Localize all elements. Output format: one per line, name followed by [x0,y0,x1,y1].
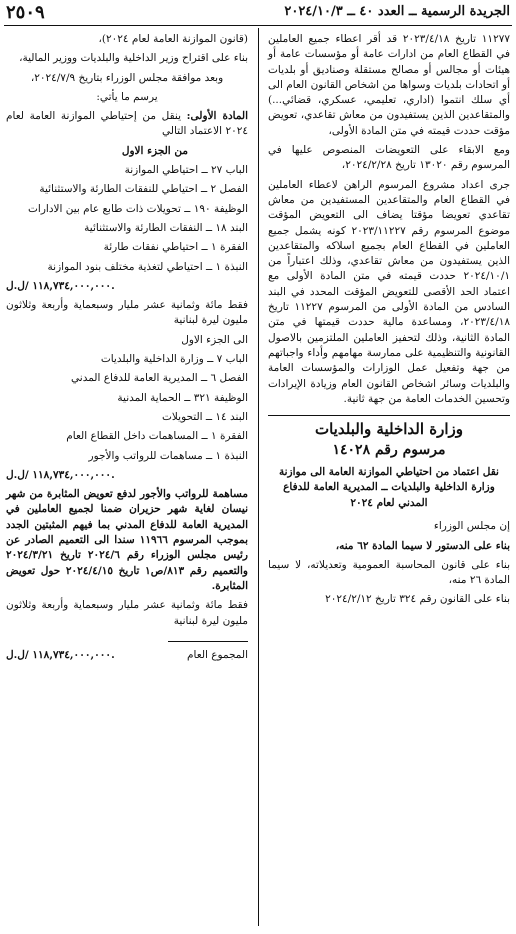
decree-title: نقل اعتماد من احتياطي الموازنة العامة الى موازنة وزارة الداخلية والبلديات ــ المديرية العامة للدفاع المدني لعام ٢٠٢٤ [279,465,499,509]
paragraph: ١١٢٧٧ تاريخ ٢٠٢٣/٤/١٨ قد أقر اعطاء جميع العاملين في القطاع العام من ادارات عامة أو مؤسسات عامة أو هيئات أو مجالس أو مصالح مستقلة وصناديق أو بلديات أو اتحادات بلديات وسواها من اشخاص القانون العام الى أي سلك انتموا (اداري، تعليمي، عسكري، قضائي...) والمتقاعدين الذين يستفيدون من معاش تقاعدي، تعويض مؤقت حددت قيمته في متن المادة الأولى، [268,33,510,137]
decrees-line: يرسم ما يأتي: [96,90,158,103]
page-number: ٢٥٠٩ [6,2,45,23]
intro-line: وبعد موافقة مجلس الوزراء بتاريخ ٢٠٢٤/٧/٩، [30,71,224,84]
grand-total-label: المجموع العام [187,648,248,661]
ministry-heading: وزارة الداخلية والبلديات [314,420,463,439]
paragraph: جرى اعداد مشروع المرسوم الراهن لاعطاء العاملين في القطاع العام والمتقاعدين المستفيدين من معاش تقاعدي تعويضا مؤقتا يضاف الى التعويض المؤقت موضوع المرسوم رقم ٢٠٢٣/١١٢٢٧ كونه يشمل جميع العاملين في القطاع العام بجميع اسلاكه والمتقاعدين الذين يستفيدون من معاش تقاعدي، وذلك اعتباراً من ٢٠٢٤/١٠/١ حددت قيمته في متن المادة الأولى مع اعتماد الحد الأقصى للتعويض المؤقت المحدد في البند السادس من المادة الأولى من المرسوم ١١٢٢٧ تاريخ ٢٠٢٣/٤/١٨، ومساعدة مالية حددت قيمتها في متن المادة الثانية، وذلك لتحفيز العاملين الملتزمين بالاصول القانونية والتنظيمية على ممارسة مهامهم وأداء واجباتهم من جهة وتفعيل عمل الوزارات والمؤسسات العامة والبلديات وسائر اشخاص القانون العام وزيادة الإيرادات وتحسين الخدمات العامة من جهة ثانية. [268,178,510,405]
amount-in-words: فقط مائة وثمانية عشر مليار وسبعماية وأربعة وثلاثون مليون ليرة لبنانية [6,299,248,327]
amount-in-words: فقط مائة وثمانية عشر مليار وسبعماية وأربعة وثلاثون مليون ليرة لبنانية [6,599,248,627]
budget-line: النبذة ١ ــ احتياطي لتغذية مختلف بنود الموازنة [47,260,248,273]
to-part-heading: الى الجزء الاول [181,333,248,346]
gazette-title: الجريدة الرسمية ــ العدد ٤٠ ــ ٢٠٢٤/١٠/٣ [284,4,510,19]
grand-total-amount: ١١٨,٧٣٤,٠٠٠,٠٠٠ /ل.ل. [6,648,115,661]
paragraph: ومع الابقاء على التعويضات المنصوص عليها في المرسوم رقم ١٣٠٢٠ تاريخ ٢٠٢٤/٢/٢٨، [268,144,510,172]
contribution-note: مساهمة للرواتب والأجور لدفع تعويض المثابرة من شهر نيسان لغاية شهر حزيران ضمنا لجميع العاملين في المديرية العامة للدفاع المدني بما فيهم المثبتين الجدد بموجب المرسوم ١١٩٦٦ سندا الى التعميم الصادر عن رئيس مجلس الوزراء رقم ٢٠٢٤/٦ تاريخ ٢٠٢٤/٣/٢١ والتعميم رقم ٨١٣/ص١ تاريخ ٢٠٢٤/٤/١٥ حول تعويض المثابرة. [6,488,249,592]
left-column [6,32,248,666]
from-part-heading: من الجزء الاول [121,144,188,157]
budget-line: الفصل ٢ ــ احتياطي للنفقات الطارئة والاستثنائية [39,183,248,196]
budget-line: البند ١٤ ــ التحويلات [162,410,248,423]
total-rule [168,641,248,642]
header-rule [4,25,512,26]
grand-total-row [6,648,248,663]
based-on-accounting-law: بناء على قانون المحاسبة العمومية وتعديلاته، لا سيما المادة ٢٦ منه، [268,558,510,587]
budget-line: الوظيفة ١٩٠ ــ تحويلات ذات طابع عام بين الادارات [28,202,248,215]
page-header [0,0,516,28]
decree-number: مرسوم رقم ١٤٠٢٨ [332,442,446,459]
budget-line: البند ١٨ ــ النفقات الطارئة والاستثنائية [84,221,248,234]
from-amount: ١١٨,٧٣٤,٠٠٠,٠٠٠ /ل.ل. [6,279,115,292]
intro-line: بناء على اقتراح وزير الداخلية والبلديات ووزير المالية، [19,52,248,65]
council-line: إن مجلس الوزراء [433,520,510,533]
to-amount: ١١٨,٧٣٤,٠٠٠,٠٠٠ /ل.ل. [6,468,115,481]
based-on-constitution: بناء على الدستور لا سيما المادة ٦٢ منه، [335,539,510,552]
budget-line: الفقرة ١ ــ المساهمات داخل القطاع العام [66,430,248,443]
article-label: المادة الأولى: [186,110,249,123]
budget-line: الفصل ٦ ــ المديرية العامة للدفاع المدني [71,372,248,385]
budget-line: النبذة ١ ــ مساهمات للرواتب والأجور [88,449,248,462]
column-divider [258,28,259,926]
budget-line: الباب ٢٧ ــ احتياطي الموازنة [124,164,248,177]
right-column [268,32,510,612]
based-on-law-324: بناء على القانون رقم ٣٢٤ تاريخ ٢٠٢٤/٢/١٢ [325,593,510,606]
section-rule [268,415,510,416]
budget-line: الوظيفة ٣٢١ ــ الحماية المدنية [117,391,248,404]
budget-line: الفقرة ١ ــ احتياطي نفقات طارئة [103,241,248,254]
article-text: ينقل من إحتياطي الموازنة العامة لعام ٢٠٢٤ الاعتماد التالي [6,110,248,138]
intro-line: (قانون الموازنة العامة لعام ٢٠٢٤)، [98,33,248,45]
budget-line: الباب ٧ ــ وزارة الداخلية والبلديات [100,353,248,366]
article-one [6,109,248,140]
